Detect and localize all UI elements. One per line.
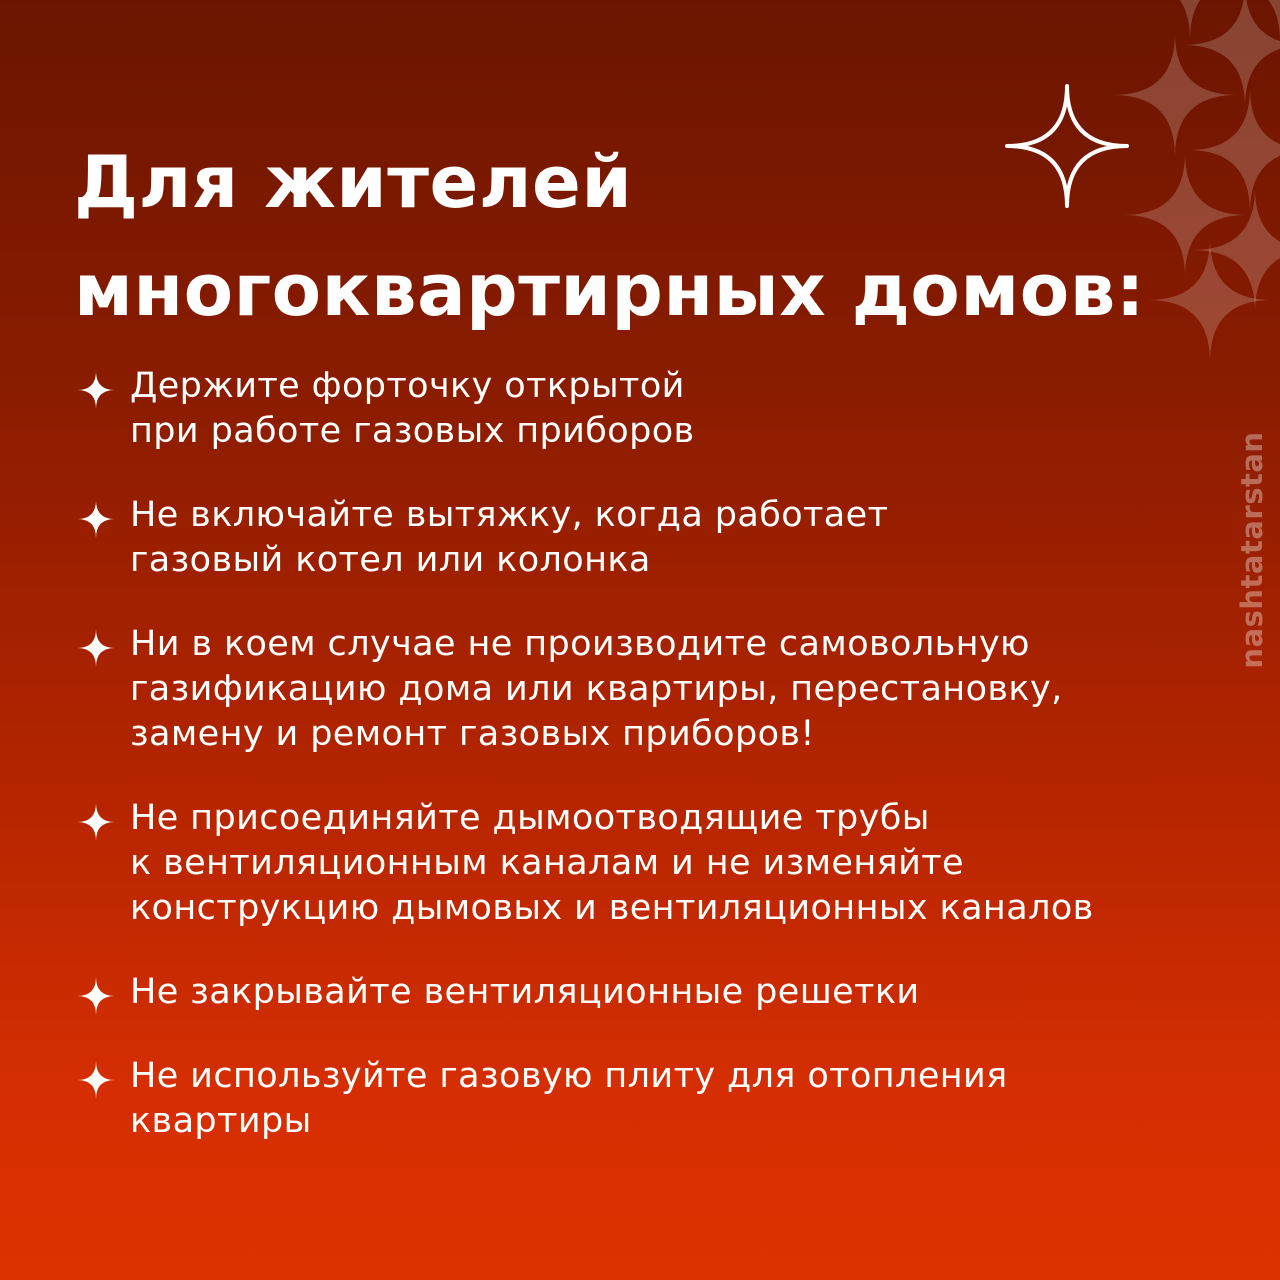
list-item-line: конструкцию дымовых и вентиляционных каналов (130, 888, 1094, 928)
list-item (74, 1054, 1214, 1144)
title-line: Для жителей (74, 140, 633, 224)
four-point-star-icon (76, 976, 116, 1016)
list-item-line: газификацию дома или квартиры, перестановку, (130, 669, 1063, 709)
list-item-text (130, 970, 1214, 1015)
list-item-text (130, 493, 1214, 583)
list-item (74, 970, 1214, 1015)
page-title (74, 128, 1145, 344)
list-item-line: Ни в коем случае не производите самовольную (130, 624, 1030, 664)
list-item-line: к вентиляционным каналам и не изменяйте (130, 843, 964, 883)
list-item-text (130, 622, 1214, 757)
list-item-line: Не присоединяйте дымоотводящие трубы (130, 798, 930, 838)
list-item (74, 622, 1214, 757)
list-item-text (130, 364, 1214, 454)
list-item-line: Не включайте вытяжку, когда работает (130, 495, 889, 535)
list-item-line: при работе газовых приборов (130, 411, 695, 451)
list-item-text (130, 796, 1214, 931)
list-item-line: Держите форточку открытой (130, 366, 685, 406)
list-item-line: квартиры (130, 1101, 312, 1141)
list-item-line: Не закрывайте вентиляционные решетки (130, 972, 920, 1012)
four-point-star-icon (76, 499, 116, 539)
four-point-star-icon (76, 628, 116, 668)
watermark-text: nashtatarstan (1235, 431, 1269, 669)
list-item-line: Не используйте газовую плиту для отопления (130, 1056, 1008, 1096)
list-item-line: замену и ремонт газовых приборов! (130, 714, 815, 754)
four-point-star-icon (76, 802, 116, 842)
safety-tips-list (74, 364, 1214, 1183)
four-point-star-icon (76, 1060, 116, 1100)
four-point-star-icon (76, 370, 116, 410)
list-item (74, 493, 1214, 583)
list-item-text (130, 1054, 1214, 1144)
list-item-line: газовый котел или колонка (130, 540, 651, 580)
list-item (74, 796, 1214, 931)
list-item (74, 364, 1214, 454)
title-line: многоквартирных домов: (74, 248, 1146, 332)
